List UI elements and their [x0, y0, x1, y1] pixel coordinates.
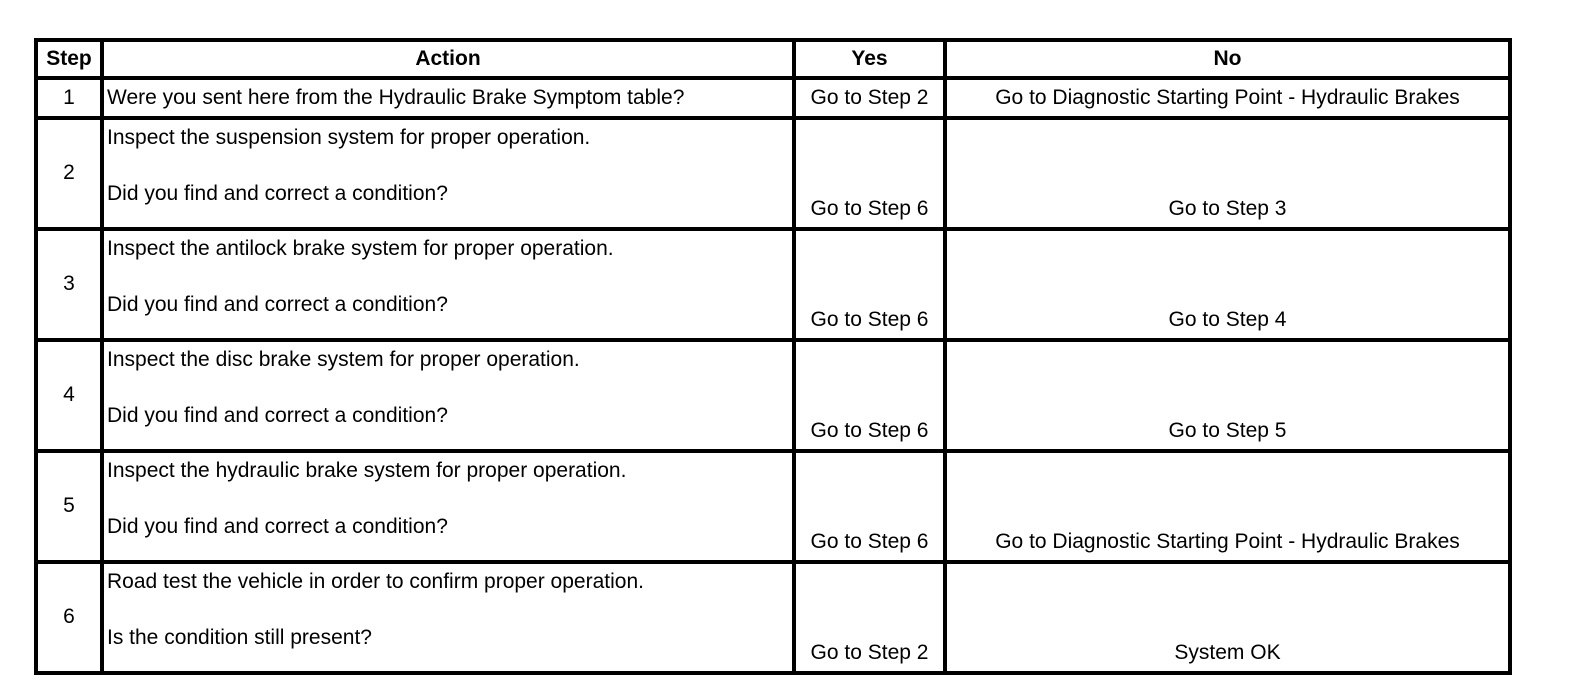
- table-row-step-2: [36, 118, 1510, 229]
- action-cell: [102, 451, 794, 562]
- action-text: Were you sent here from the Hydraulic Brake Symptom table?: [107, 85, 685, 109]
- no-cell: Go to Diagnostic Starting Point - Hydraulic Brakes: [945, 451, 1510, 562]
- action-instruction: Inspect the hydraulic brake system for proper operation.: [107, 459, 627, 482]
- step-number: 6: [36, 562, 102, 673]
- action-question: Did you find and correct a condition?: [107, 515, 448, 538]
- action-question: Did you find and correct a condition?: [107, 293, 448, 316]
- step-number: 4: [36, 340, 102, 451]
- yes-cell: Go to Step 6: [794, 340, 945, 451]
- action-question: Did you find and correct a condition?: [107, 404, 448, 427]
- action-cell: [102, 229, 794, 340]
- table-header-row: [36, 40, 1510, 78]
- header-yes: Yes: [794, 40, 945, 78]
- yes-cell: Go to Step 6: [794, 229, 945, 340]
- action-instruction: Road test the vehicle in order to confirm proper operation.: [107, 570, 644, 593]
- header-no: No: [945, 40, 1510, 78]
- diagnostic-table: [34, 38, 1512, 675]
- table-row-step-5: [36, 451, 1510, 562]
- no-cell: Go to Step 5: [945, 340, 1510, 451]
- action-instruction: Inspect the suspension system for proper operation.: [107, 126, 591, 149]
- step-number: 5: [36, 451, 102, 562]
- yes-cell: Go to Step 6: [794, 118, 945, 229]
- step-number: 1: [36, 78, 102, 118]
- action-cell: [102, 118, 794, 229]
- yes-cell: Go to Step 6: [794, 451, 945, 562]
- action-cell: [102, 562, 794, 673]
- yes-cell: Go to Step 2: [794, 562, 945, 673]
- no-cell: System OK: [945, 562, 1510, 673]
- step-number: 3: [36, 229, 102, 340]
- table-row-step-1: [36, 78, 1510, 118]
- table-row-step-3: [36, 229, 1510, 340]
- no-cell: Go to Step 3: [945, 118, 1510, 229]
- table-row-step-6: [36, 562, 1510, 673]
- step-number: 2: [36, 118, 102, 229]
- action-question: Is the condition still present?: [107, 626, 372, 649]
- action-instruction: Inspect the antilock brake system for proper operation.: [107, 237, 614, 260]
- no-cell: Go to Step 4: [945, 229, 1510, 340]
- action-instruction: Inspect the disc brake system for proper operation.: [107, 348, 580, 371]
- action-question: Did you find and correct a condition?: [107, 182, 448, 205]
- no-cell: Go to Diagnostic Starting Point - Hydraulic Brakes: [945, 78, 1510, 118]
- yes-cell: Go to Step 2: [794, 78, 945, 118]
- action-cell: [102, 78, 794, 118]
- action-cell: [102, 340, 794, 451]
- header-action: Action: [102, 40, 794, 78]
- header-step: Step: [36, 40, 102, 78]
- table-row-step-4: [36, 340, 1510, 451]
